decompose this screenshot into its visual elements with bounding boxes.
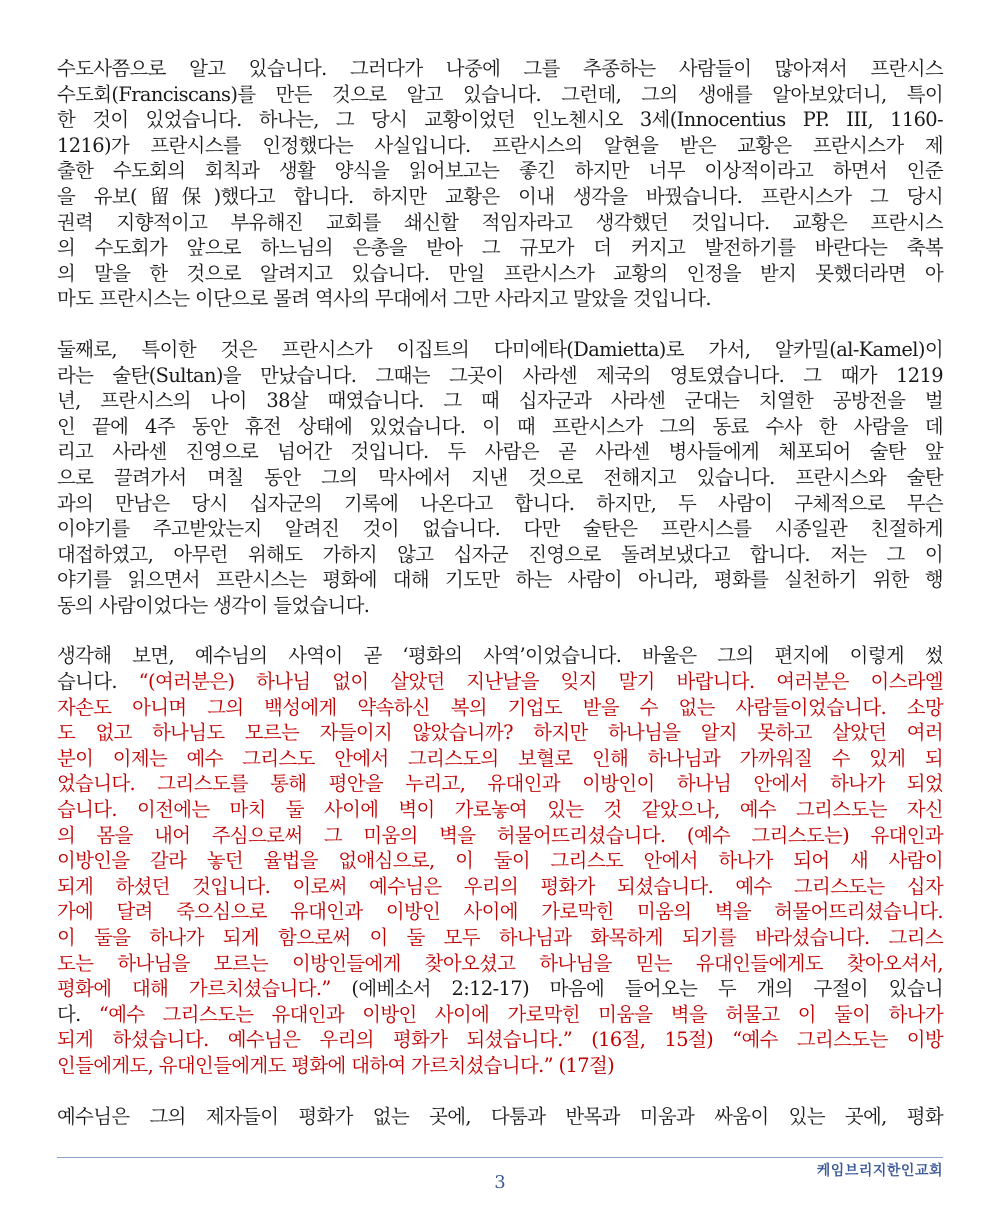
footer-church-name: 케임브리지한인교회 [816,1163,943,1179]
scripture-quote-segment: 인들에게도, 유대인들에게도 평화에 대하여 가르치셨습니다.” (17절) [57,1053,615,1077]
page-number: 3 [494,1172,506,1193]
text-line [57,976,943,1002]
text-line [57,746,943,772]
text-line: 년, 프란시스의 나이 38살 때였습니다. 그 때 십자군과 사라센 군대는 치열한 공방전을 벌 [57,389,943,413]
text-line: 과의 만남은 당시 십자군의 기록에 나온다고 합니다. 하지만, 두 사람이 구체적으로 무슨 [57,491,943,515]
document-body [57,56,943,1129]
paragraph-sultan-meeting [57,337,943,619]
text-line [57,951,943,977]
text-line: 한 것이 있었습니다. 하나는, 그 당시 교황이었던 인노첸시오 3세(Innocentius PP. III, 1160- [57,108,943,132]
text-line [57,695,943,721]
scripture-quote-segment: 되게 하셨던 것입니다. 이로써 예수님은 우리의 평화가 되셨습니다. 예수 그리스도는 십자 [57,874,943,898]
text-line [57,771,943,797]
paragraph-francis-recognition [57,56,943,312]
text-line: 권력 지향적이고 부유해진 교회를 쇄신할 적임자라고 생각했던 것입니다. 교황은 프란시스 [57,210,943,234]
text-segment: (에베소서 2:12-17) 마음에 들어오는 두 개의 구절이 있습니 [330,977,943,1001]
scripture-quote-segment: 었습니다. 그리스도를 통해 평안을 누리고, 유대인과 이방인이 하나님 안에서 하나가 되었 [57,772,943,796]
text-line: 수도사쯤으로 알고 있습니다. 그러다가 나중에 그를 추종하는 사람들이 많아져서 프란시스 [57,57,943,80]
text-line: 을 유보(留保)했다고 합니다. 하지만 교황은 이내 생각을 바꿨습니다. 프란시스가 그 당시 [57,184,943,208]
footer-divider [57,1157,943,1158]
text-segment: 생각해 보면, 예수님의 사역이 곧 ‘평화의 사역’이었습니다. 바울은 그의 편지에 이렇게 썼 [57,644,943,668]
text-line [57,848,943,874]
scripture-quote-segment: 이방인을 갈라 놓던 율법을 없애심으로, 이 둘이 그리스도 안에서 하나가 되어 새 사람이 [57,849,943,873]
text-line: 의 말을 한 것으로 알려지고 있습니다. 만일 프란시스가 교황의 인정을 받지 못했더라면 아 [57,261,943,285]
scripture-quote-segment: “예수 그리스도는 유대인과 이방인 사이에 가로막힌 미움을 벽을 허물고 이 둘이 하나가 [98,1002,943,1026]
text-line: 예수님은 그의 제자들이 평화가 없는 곳에, 다툼과 반목과 미움과 싸움이 있는 곳에, 평화 [57,1104,943,1128]
text-line: 대접하였고, 아무런 위해도 가하지 않고 십자군 진영으로 돌려보냈다고 합니다. 저는 그 이 [57,542,943,566]
text-line: 라는 술탄(Sultan)을 만났습니다. 그때는 그곳이 사라센 제국의 영토였습니다. 그 때가 1219 [57,363,943,387]
scripture-quote-segment: 도는 하나님을 모르는 이방인들에게 찾아오셨고 하나님을 믿는 유대인들에게도 찾아오셔서, [57,951,943,975]
scripture-quote-segment: 되게 하셨습니다. 예수님은 우리의 평화가 되셨습니다.” (16절, 15절) “예수 그리스도는 이방 [57,1028,943,1052]
text-segment: 다. [57,1002,99,1026]
text-segment: 습니다. [57,670,139,694]
text-line [57,925,943,951]
scripture-quote-segment: 습니다. 이전에는 마치 둘 사이에 벽이 가로놓여 있는 것 같았으나, 예수 그리스도는 자신 [57,798,943,822]
scripture-quote-segment: 이 둘을 하나가 되게 함으로써 이 둘 모두 하나님과 화목하게 되기를 바라셨습니다. 그리스 [57,926,943,949]
paragraph-disciples-peace [57,1104,943,1130]
text-line: 이야기를 주고받았는지 알려진 것이 없습니다. 다만 술탄은 프란시스를 시종일관 친절하게 [57,517,943,541]
text-line: 으로 끌려가서 며칠 동안 그의 막사에서 지낸 것으로 전해지고 있습니다. 프란시스와 술탄 [57,465,943,489]
text-line [57,899,943,925]
text-line [57,1053,943,1079]
text-line [57,1002,943,1028]
paragraph-ministry-of-peace [57,643,943,1078]
scripture-quote-segment: “(여러분은) 하나님 없이 살았던 지난날을 잊지 말기 바랍니다. 여러분은 이스라엘 [138,670,943,694]
text-line: 둘째로, 특이한 것은 프란시스가 이집트의 다미에타(Damietta)로 가서, 알카밀(al-Kamel)이 [57,337,943,361]
scripture-quote-segment: 분이 이제는 예수 그리스도 안에서 그리스도의 보혈로 인해 하나님과 가까워질 수 있게 되 [57,746,943,770]
text-line [57,643,943,669]
scripture-quote-segment: 자손도 아니며 그의 백성에게 약속하신 복의 기업도 받을 수 없는 사람들이었습니다. 소망 [57,695,943,719]
text-line [57,874,943,900]
text-line: 야기를 읽으면서 프란시스는 평화에 대해 기도만 하는 사람이 아니라, 평화를 실천하기 위한 행 [57,568,943,592]
scripture-quote-segment: 의 몸을 내어 주심으로써 그 미움의 벽을 허물어뜨리셨습니다. (예수 그리스도는) 유대인과 [57,823,943,847]
scripture-quote-segment: 평화에 대해 가르치셨습니다.” [57,977,331,1001]
text-line: 의 수도회가 앞으로 하느님의 은총을 받아 그 규모가 더 커지고 발전하기를 바란다는 축복 [57,236,943,260]
text-line: 1216)가 프란시스를 인정했다는 사실입니다. 프란시스의 알현을 받은 교황은 프란시스가 제 [57,133,943,157]
text-line: 인 끝에 4주 동안 휴전 상태에 있었습니다. 이 때 프란시스가 그의 동료 수사 한 사람을 데 [57,414,943,438]
text-line [57,823,943,849]
text-line [57,720,943,746]
text-line: 출한 수도회의 회칙과 생활 양식을 읽어보고는 좋긴 하지만 너무 이상적이라고 하면서 인준 [57,159,943,183]
scripture-quote-segment: 가에 달려 죽으심으로 유대인과 이방인 사이에 가로막힌 미움의 벽을 허물어뜨리셨습니다. [57,900,943,924]
text-line [57,1027,943,1053]
text-line [57,797,943,823]
text-line: 리고 사라센 진영으로 넘어간 것입니다. 두 사람은 곧 사라센 병사들에게 체포되어 술탄 앞 [57,440,943,464]
scripture-quote-segment: 도 없고 하나님도 모르는 자들이지 않았습니까? 하지만 하나님을 알지 못하고 살았던 여러 [57,721,943,745]
text-line [57,669,943,695]
text-line: 동의 사람이었다는 생각이 들었습니다. [57,593,370,617]
text-line: 수도회(Franciscans)를 만든 것으로 알고 있습니다. 그런데, 그의 생애를 알아보았더니, 특이 [57,82,943,106]
text-line: 마도 프란시스는 이단으로 몰려 역사의 무대에서 그만 사라지고 말았을 것입니다. [57,287,711,311]
